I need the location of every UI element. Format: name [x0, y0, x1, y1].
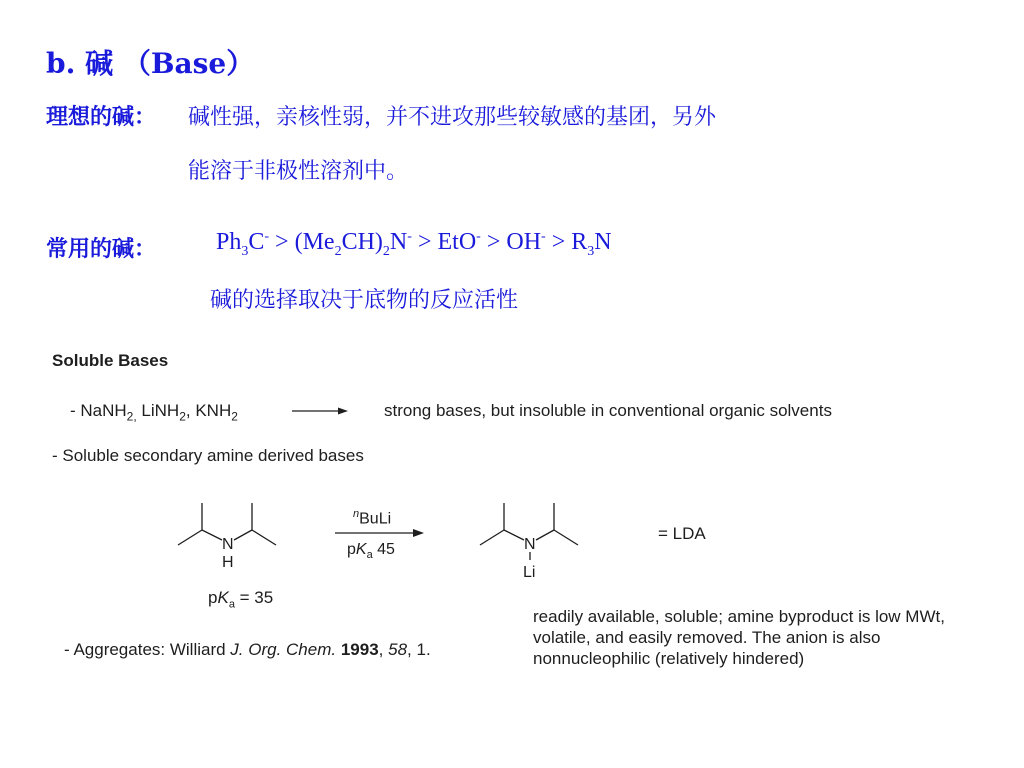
aggregates-reference: - Aggregates: Williard J. Org. Chem. 1993, 58, 1. [64, 640, 431, 659]
strong-bases-list: - NaNH$_{2,}$ LiNH$_2$, $KNH_2$ [70, 401, 238, 424]
base-ph3c: $Ph_3C^-$ [216, 229, 270, 259]
lda-li-atom: Li [523, 564, 536, 581]
reagent-pka-label: $pK_a$ 45 [347, 541, 395, 562]
ideal-base-label: 理想的碱： [46, 104, 157, 130]
reaction-arrow [335, 529, 424, 537]
base-r3n: $R_3N$ [571, 229, 612, 259]
base-oh: OH- [506, 229, 546, 255]
strong-bases-note: strong bases, but insoluble in conventional organic solvents [384, 401, 832, 420]
lda-n-atom: N [524, 536, 536, 553]
base-strength-order: $Ph_3C^- > (Me_2CH)_2N^- > EtO^- > OH^- > R_3N$ [216, 229, 612, 259]
ideal-base-description-line1: 碱性强，亲核性弱，并不进攻那些较敏感的基团，另外 [188, 105, 717, 130]
base-eto: EtO- [437, 229, 481, 255]
base-choice-note: 碱的选择取决于底物的反应活性 [210, 288, 519, 313]
amine-n-atom: N [222, 536, 234, 553]
figure-heading: Soluble Bases [52, 351, 169, 370]
amine-h-atom: H [222, 554, 234, 571]
equals-lda-label: = LDA [658, 524, 706, 543]
lda-description: readily available, soluble; amine byproduct is low MWt, volatile, and easily removed. The anion is also nonnucleophilic (relatively hindered) [533, 607, 945, 668]
soluble-amine-bases-line: - Soluble secondary amine derived bases [52, 446, 364, 465]
strong-bases-arrow [292, 408, 348, 415]
reagent-label: $^n$BuLi [353, 508, 392, 528]
ideal-base-description-line2: 能溶于非极性溶剂中。 [188, 159, 409, 184]
amine-pka-label: $pK_a = 35$ [208, 588, 274, 611]
slide-title: b. 碱 （Base） [46, 47, 255, 80]
common-bases-label: 常用的碱： [46, 236, 157, 262]
base-me2ch2n: $(Me_2CH)_2N^-$ [294, 229, 412, 259]
